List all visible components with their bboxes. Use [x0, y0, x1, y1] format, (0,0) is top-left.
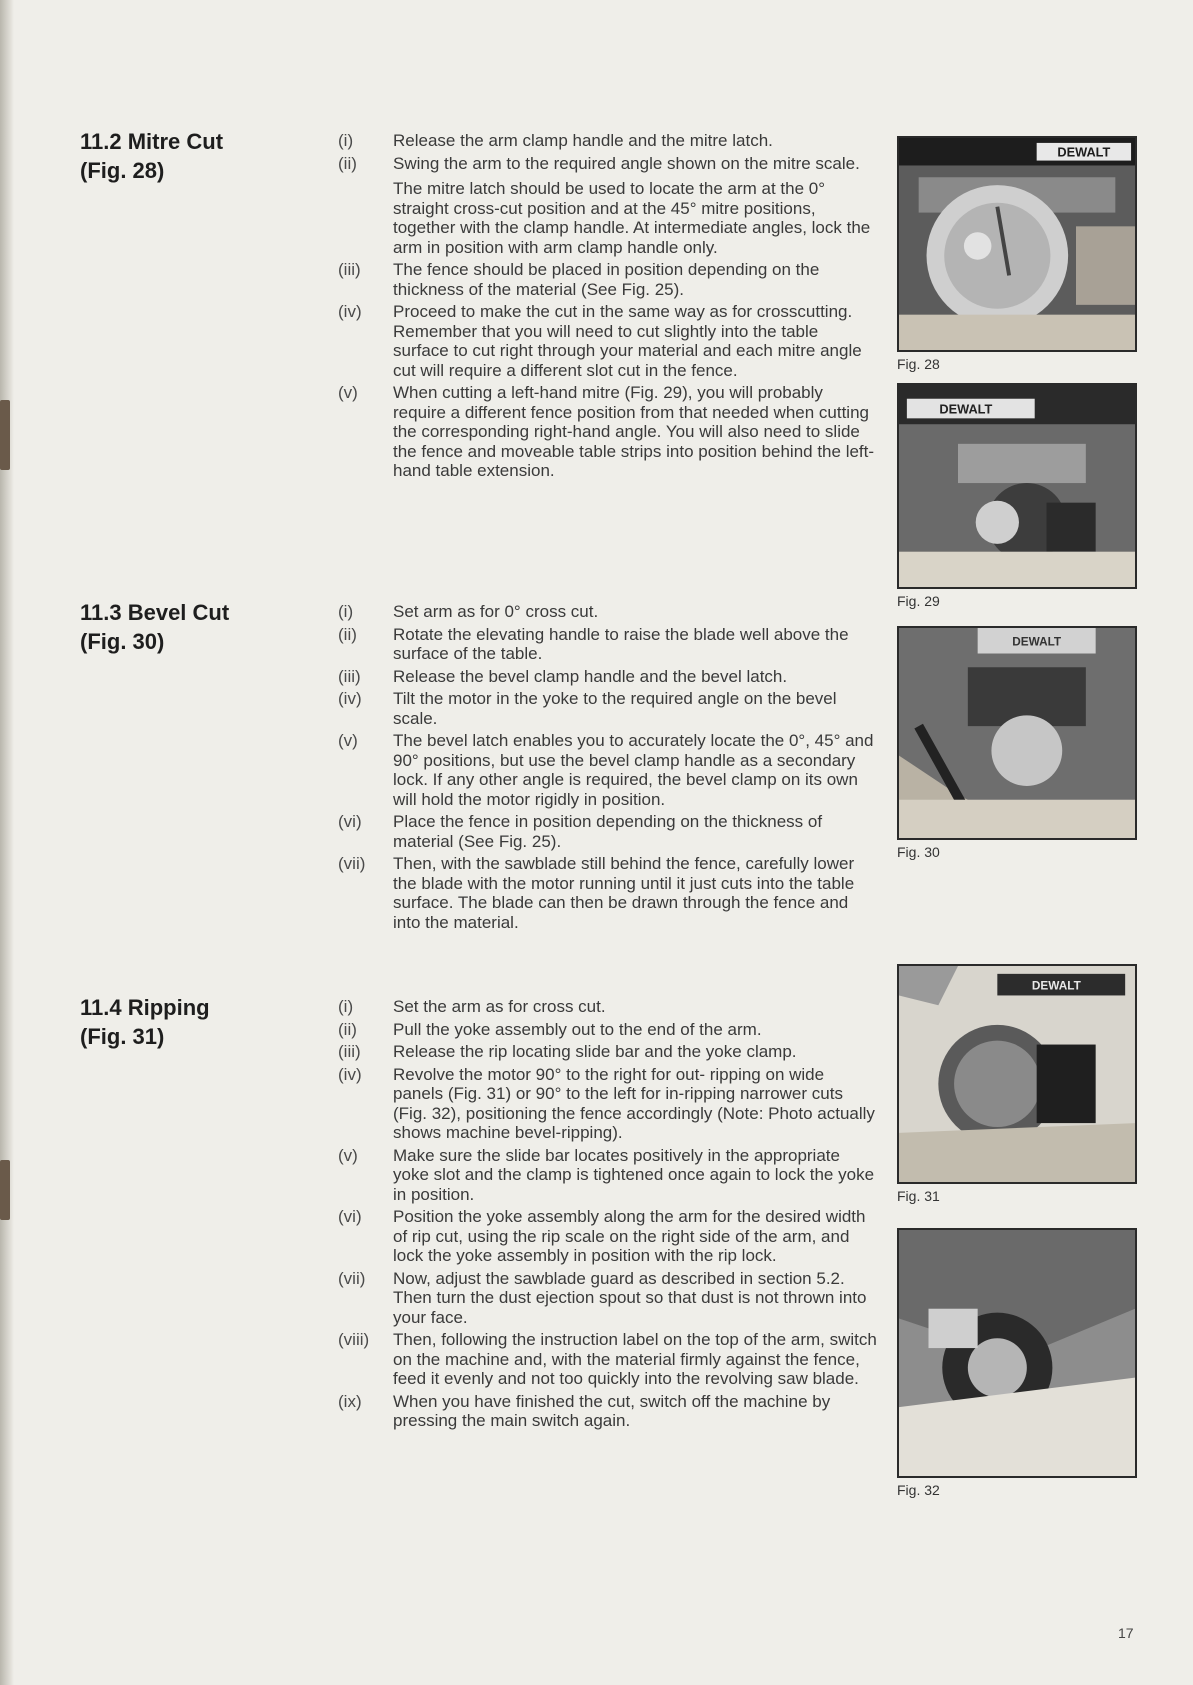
item-text: Now, adjust the sawblade guard as described in section 5.2. Then turn the dust ejection spout so that dust is not thrown into your face.: [393, 1268, 867, 1327]
item-text: Rotate the elevating handle to raise the blade well above the surface of the table.: [393, 624, 849, 663]
item-number: (iv): [338, 689, 362, 708]
item-text: Swing the arm to the required angle shown on the mitre scale.: [393, 153, 860, 173]
item-number: (vi): [338, 812, 362, 831]
brand-label: DEWALT: [939, 401, 993, 417]
list-item: [338, 602, 878, 622]
section-heading: 11.4 Ripping: [80, 995, 210, 1020]
item-text: Then, following the instruction label on the top of the arm, switch on the machine and, with the material firmly against the fence, feed it evenly and not too quickly into the revolving saw blade.: [393, 1330, 877, 1388]
list-item: [338, 1207, 878, 1266]
figure-caption: Fig. 30: [897, 844, 940, 860]
list-item: [338, 1065, 878, 1143]
page-number: 17: [1118, 1625, 1134, 1641]
item-text: Pull the yoke assembly out to the end of the arm.: [393, 1019, 762, 1039]
item-text: When you have finished the cut, switch off the machine by pressing the main switch again.: [393, 1391, 831, 1430]
photo-out-ripping: [897, 964, 1137, 1184]
item-text: Then, with the sawblade still behind the fence, carefully lower the blade with the motor running until it just cuts into the table surface. The blade can then be drawn through the fence and into the material.: [393, 854, 855, 932]
list-item: [338, 1269, 878, 1328]
item-number: (iv): [338, 1064, 362, 1084]
figure-caption: Fig. 31: [897, 1188, 940, 1204]
item-number: (iii): [338, 260, 361, 279]
item-number: (iv): [338, 302, 362, 321]
item-number: (i): [338, 997, 354, 1016]
item-text: Release the rip locating slide bar and the yoke clamp.: [393, 1042, 797, 1061]
photo-mitre-cut: [897, 136, 1137, 352]
brand-label: DEWALT: [1057, 144, 1111, 160]
figure-31: [897, 964, 1137, 1204]
list-item: [338, 1392, 878, 1431]
section-figure-ref: (Fig. 30): [80, 629, 165, 654]
item-text: The bevel latch enables you to accurately locate the 0°, 45° and 90° positions, but use the bevel clamp handle as a secondary lock. If any other angle is required, the bevel clamp on its own will hold the motor rigidly in position.: [393, 731, 874, 809]
figure-32: [897, 1228, 1137, 1498]
item-text: Proceed to make the cut in the same way as for crosscutting. Remember that you will need to cut slightly into the table surface to cut right through your material and each mitre angle cut will require a different slot cut in the fence.: [393, 302, 862, 380]
item-number: (viii): [338, 1330, 370, 1349]
section-figure-ref: (Fig. 31): [80, 1024, 165, 1049]
list-item: [338, 731, 878, 809]
list-item: [338, 383, 878, 481]
item-number: (iii): [338, 666, 361, 686]
list-item: [338, 1330, 878, 1389]
item-text: The fence should be placed in position depending on the thickness of the material (See Fig. 25).: [393, 260, 820, 299]
item-number: (ii): [338, 1019, 357, 1039]
item-number: (ix): [338, 1391, 362, 1411]
instruction-list: [338, 131, 878, 484]
item-text: Make sure the slide bar locates positively in the appropriate yoke slot and the clamp is tightened once again to lock the yoke in position.: [393, 1145, 875, 1204]
brand-label: DEWALT: [1012, 635, 1062, 649]
item-number: (ii): [338, 624, 357, 644]
item-text: Position the yoke assembly along the arm for the desired width of rip cut, using the rip scale on the right side of the arm, and lock the yoke assembly in position with the rip lock.: [393, 1207, 866, 1265]
item-number: (i): [338, 602, 354, 621]
list-item: [338, 1020, 878, 1040]
figure-28: [897, 136, 1137, 372]
item-number: (vii): [338, 854, 366, 873]
section-title: [80, 127, 320, 185]
list-item: [338, 997, 878, 1017]
binding-mark: [0, 400, 10, 470]
brand-label: DEWALT: [1031, 979, 1081, 993]
list-item: [338, 625, 878, 664]
item-number: (iii): [338, 1042, 361, 1061]
section-figure-ref: (Fig. 28): [80, 158, 165, 183]
item-number: (vii): [338, 1268, 366, 1288]
item-text: Release the arm clamp handle and the mitre latch.: [393, 131, 773, 150]
list-item: [338, 667, 878, 687]
list-item: [338, 1042, 878, 1062]
item-number: (v): [338, 383, 358, 402]
figure-30: [897, 626, 1137, 860]
list-item: [338, 260, 878, 299]
list-item: [338, 854, 878, 932]
item-note: The mitre latch should be used to locate the arm at the 0° straight cross-cut position and at the 45° mitre positions, together with the clamp handle. At intermediate angles, lock the arm in position with arm clamp handle only.: [393, 179, 871, 257]
list-item: [338, 689, 878, 728]
item-text: Tilt the motor in the yoke to the required angle on the bevel scale.: [393, 689, 837, 728]
figure-caption: Fig. 32: [897, 1482, 940, 1498]
instruction-list: [338, 602, 878, 935]
item-text: Place the fence in position depending on the thickness of material (See Fig. 25).: [393, 812, 823, 851]
section-heading: 11.3 Bevel Cut: [80, 600, 230, 625]
item-number: (i): [338, 131, 354, 150]
photo-left-mitre: [897, 383, 1137, 589]
photo-bevel-cut: [897, 626, 1137, 840]
binding-mark: [0, 1160, 10, 1220]
item-number: (v): [338, 731, 358, 750]
item-number: (v): [338, 1145, 358, 1165]
list-item: [338, 302, 878, 380]
item-number: (ii): [338, 153, 357, 173]
item-number: (vi): [338, 1207, 362, 1226]
item-text: Set the arm as for cross cut.: [393, 997, 606, 1016]
list-item: [338, 131, 878, 151]
list-item: [338, 154, 878, 258]
item-text: Set arm as for 0° cross cut.: [393, 602, 599, 621]
section-heading: 11.2 Mitre Cut: [80, 129, 224, 154]
figure-caption: Fig. 28: [897, 356, 940, 372]
item-text: Release the bevel clamp handle and the bevel latch.: [393, 666, 788, 686]
list-item: [338, 1146, 878, 1205]
photo-in-ripping: [897, 1228, 1137, 1478]
page-edge-shadow: [0, 0, 14, 1685]
section-title: [80, 598, 320, 656]
instruction-list: [338, 997, 878, 1434]
figure-caption: Fig. 29: [897, 593, 940, 609]
list-item: [338, 812, 878, 851]
figure-29: [897, 383, 1137, 609]
item-text: Revolve the motor 90° to the right for out- ripping on wide panels (Fig. 31) or 90° to the left for in-ripping narrower cuts (Fig. 32), positioning the fence accordingly (Note: Photo actually shows machine bevel-ripping).: [393, 1064, 875, 1142]
section-title: [80, 993, 320, 1051]
item-text: When cutting a left-hand mitre (Fig. 29), you will probably require a different fence position from that needed when cutting the corresponding right-hand angle. You will also need to slide the fence and moveable table strips into position behind the left-hand table extension.: [393, 383, 875, 480]
